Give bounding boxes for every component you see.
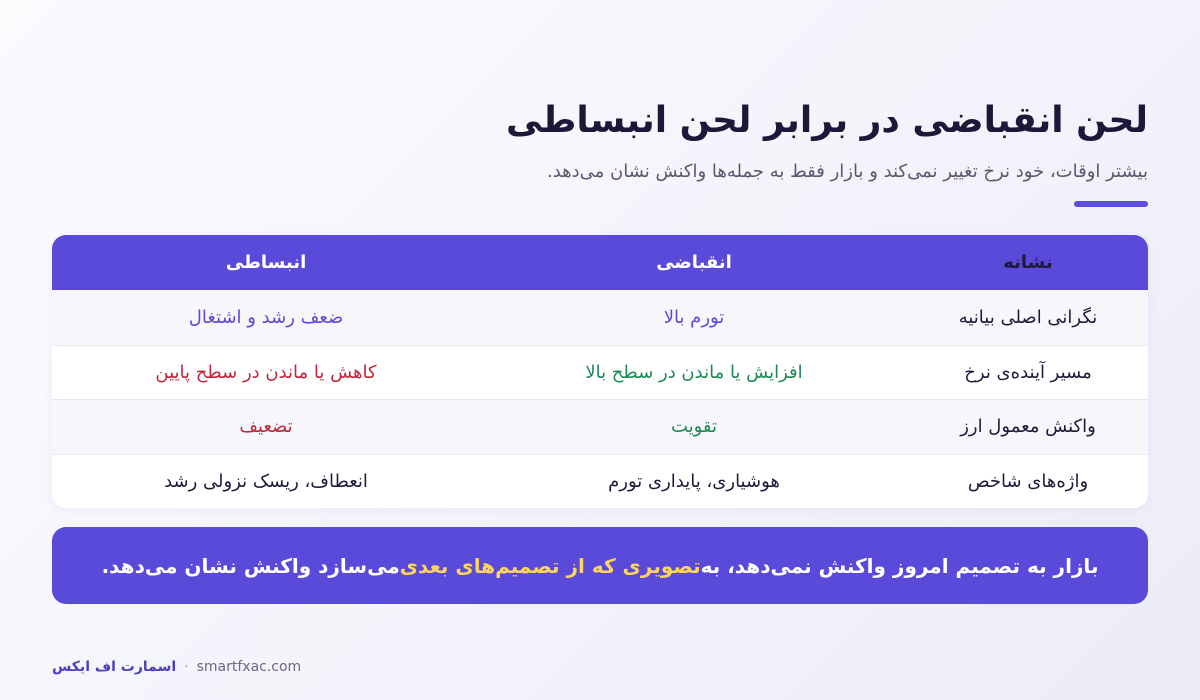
header-contractionary: انقباضی (656, 252, 732, 273)
expansionary-cell: تضعیف (239, 416, 293, 438)
header-expansionary: انبساطی (225, 252, 307, 273)
banner-highlight: تصویری که از تصمیم‌های بعدی (399, 553, 701, 578)
page-title: لحن انقباضی در برابر لحن انبساطی (506, 100, 1148, 141)
contractionary-cell: تقویت (670, 416, 718, 438)
footer-separator: · (184, 659, 189, 675)
row-label: واکنش معمول ارز (960, 416, 1096, 438)
table-row (52, 290, 1148, 345)
footer-brand: اسمارت اف ایکس (52, 659, 177, 675)
banner-text-start: بازار به تصمیم امروز واکنش نمی‌دهد، به (700, 553, 1099, 578)
row-label: مسیر آینده‌ی نرخ (964, 361, 1092, 383)
row-label: نگرانی اصلی بیانیه (958, 306, 1098, 328)
banner-text-end: می‌سازد واکنش نشان می‌دهد. (101, 553, 400, 578)
contractionary-cell: افزایش یا ماندن در سطح بالا (585, 361, 803, 383)
header-signal: نشانه (1003, 252, 1053, 273)
expansionary-cell: ضعف رشد و اشتغال (188, 306, 344, 328)
table-row (52, 399, 1148, 454)
table-header (52, 235, 1148, 290)
row-label: واژه‌های شاخص (967, 470, 1089, 492)
footer (52, 657, 301, 677)
contractionary-cell: تورم بالا (663, 306, 725, 328)
table-row (52, 454, 1148, 509)
expansionary-cell: کاهش یا ماندن در سطح پایین (155, 361, 377, 383)
footer-url: smartfxac.com (196, 659, 302, 675)
contractionary-cell: هوشیاری، پایداری تورم (608, 470, 780, 492)
page-subtitle: بیشتر اوقات، خود نرخ تغییر نمی‌کند و بازار فقط به جمله‌ها واکنش نشان می‌دهد. (546, 161, 1148, 182)
expansionary-cell: انعطاف، ریسک نزولی رشد (164, 470, 368, 492)
comparison-table (52, 235, 1148, 508)
title-accent-bar (1074, 201, 1148, 207)
table-row (52, 345, 1148, 400)
key-takeaway-banner (52, 527, 1148, 604)
